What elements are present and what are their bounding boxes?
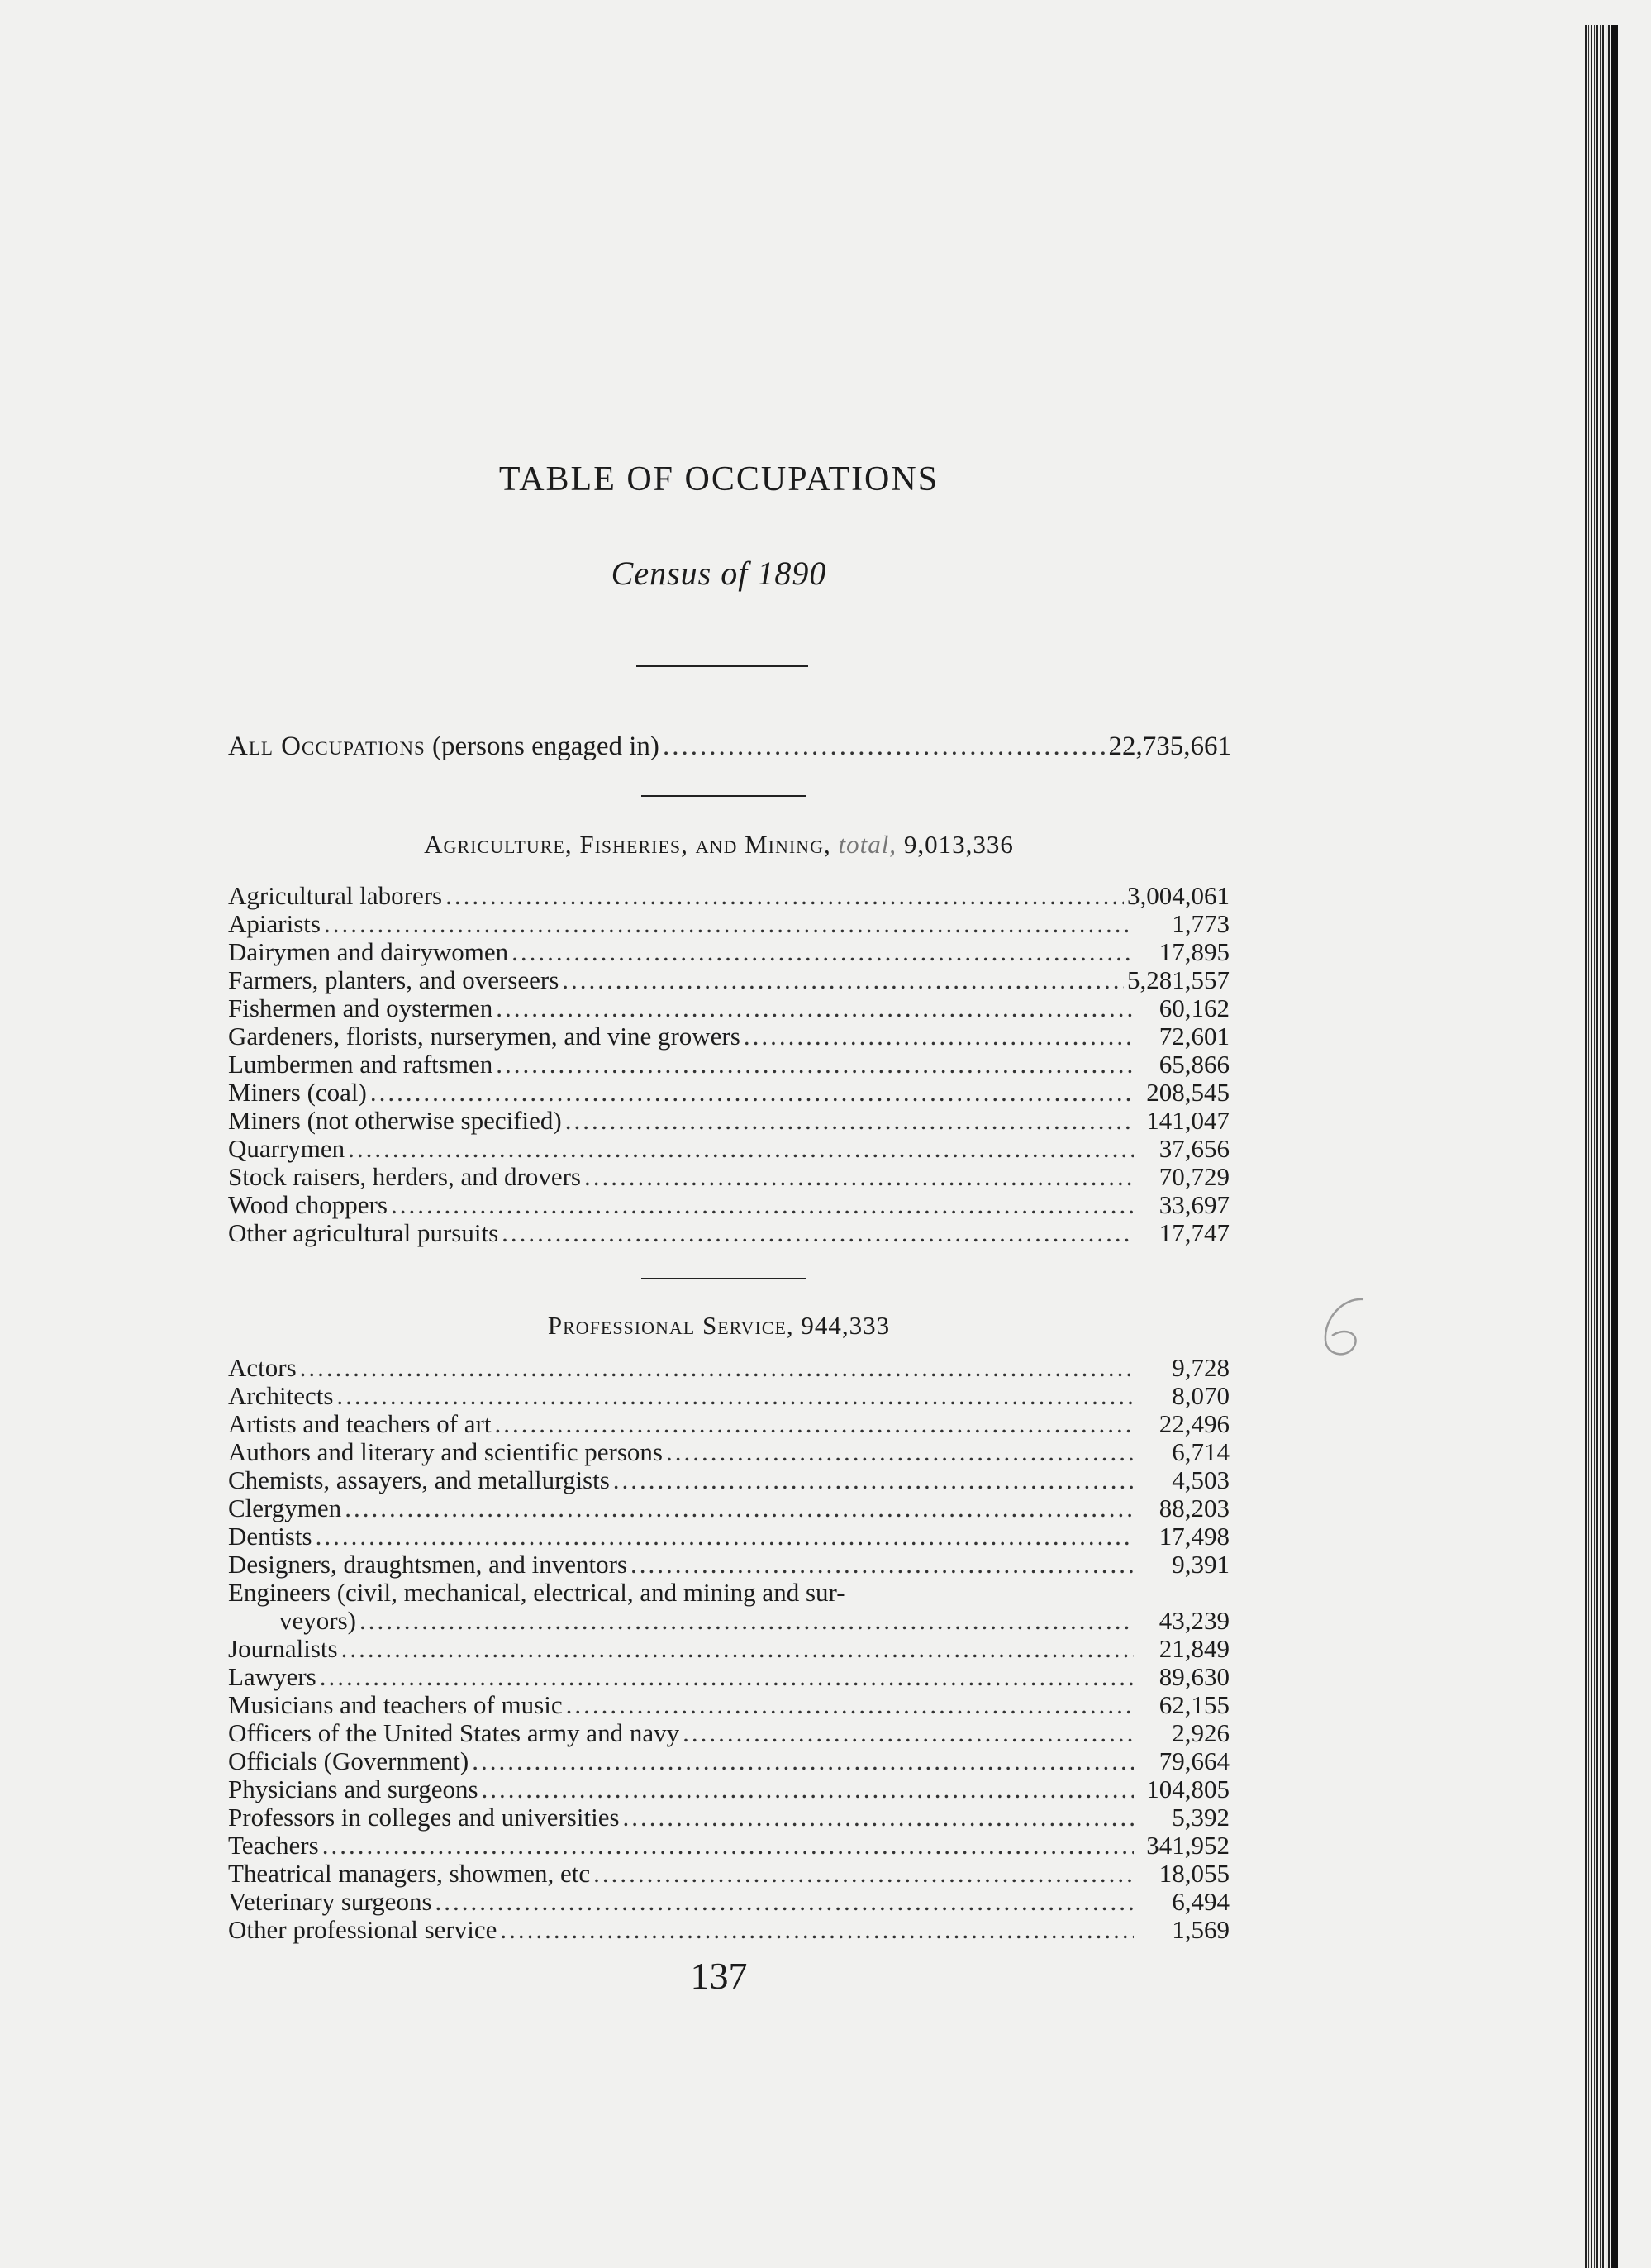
- leader-dots: [565, 1107, 1134, 1135]
- table-row: [228, 1135, 1230, 1163]
- leader-dots: [391, 1191, 1134, 1219]
- table-row: [228, 1382, 1230, 1410]
- leader-dots: [482, 1775, 1134, 1803]
- leader-dots: [348, 1135, 1134, 1163]
- occupation-label: Officers of the United States army and navy: [228, 1718, 680, 1747]
- occupation-count: 21,849: [1159, 1634, 1230, 1663]
- occupation-label: Officials (Government): [228, 1746, 469, 1775]
- table-row: [228, 1494, 1230, 1522]
- table-row: [228, 1719, 1230, 1747]
- section-rule: [641, 1278, 806, 1279]
- leader-dots: [370, 1079, 1134, 1107]
- leader-dots: [666, 1438, 1134, 1466]
- occupation-count: 4,503: [1172, 1465, 1230, 1494]
- occupation-count: 37,656: [1159, 1134, 1230, 1163]
- table-row: [228, 1607, 1230, 1635]
- occupation-label: Wood choppers: [228, 1190, 388, 1219]
- occupation-count: 72,601: [1159, 1022, 1230, 1051]
- leader-dots: [341, 1635, 1134, 1663]
- occupation-label: Actors: [228, 1353, 297, 1382]
- table-row: [228, 1691, 1230, 1719]
- table-row: [228, 1191, 1230, 1219]
- leader-dots: [445, 882, 1124, 910]
- professional-table: [228, 1354, 1230, 1944]
- table-row: [228, 1051, 1230, 1079]
- occupation-count: 17,895: [1159, 937, 1230, 966]
- occupation-label: Journalists: [228, 1634, 338, 1663]
- leader-dots: [316, 1522, 1134, 1551]
- table-row: [228, 994, 1230, 1022]
- leader-dots: [562, 966, 1124, 994]
- table-row: [228, 1747, 1230, 1775]
- table-row: [228, 1663, 1230, 1691]
- occupation-count: 5,392: [1172, 1803, 1230, 1832]
- occupation-label: Physicians and surgeons: [228, 1775, 478, 1803]
- occupation-count: 17,498: [1159, 1522, 1230, 1551]
- table-row: [228, 1522, 1230, 1551]
- all-occupations-line: [228, 732, 1231, 760]
- agriculture-table: [228, 882, 1230, 1247]
- occupation-label: Artists and teachers of art: [228, 1409, 492, 1438]
- occupation-label: veyors): [279, 1606, 356, 1635]
- occupation-label: Quarrymen: [228, 1134, 345, 1163]
- table-row: [228, 1916, 1230, 1944]
- leader-dots: [593, 1860, 1134, 1888]
- section-heading-professional: Professional Service, 944,333: [547, 1311, 891, 1340]
- leader-dots: [584, 1163, 1134, 1191]
- leader-dots: [435, 1888, 1134, 1916]
- leader-dots: [322, 1832, 1134, 1860]
- occupation-count: 8,070: [1172, 1381, 1230, 1410]
- occupation-count: 88,203: [1159, 1494, 1230, 1522]
- occupation-label: Architects: [228, 1381, 334, 1410]
- leader-dots: [744, 1022, 1134, 1051]
- occupation-count: 17,747: [1159, 1218, 1230, 1247]
- page-edge-shadow: [1611, 25, 1618, 2268]
- table-row: [228, 1888, 1230, 1916]
- table-row: [228, 1219, 1230, 1247]
- leader-dots: [613, 1466, 1134, 1494]
- occupation-label: Lumbermen and raftsmen: [228, 1050, 493, 1079]
- leader-dots: [336, 1382, 1134, 1410]
- occupation-count: 5,281,557: [1127, 965, 1230, 994]
- occupation-label: Apiarists: [228, 909, 321, 938]
- occupation-label: Musicians and teachers of music: [228, 1690, 563, 1719]
- table-row: [228, 1410, 1230, 1438]
- table-row: [228, 910, 1230, 938]
- leader-dots: [320, 1663, 1134, 1691]
- title-rule: [636, 665, 808, 667]
- leader-dots: [630, 1551, 1134, 1579]
- table-row: [228, 938, 1230, 966]
- occupation-count: 141,047: [1146, 1106, 1230, 1135]
- leader-dots: [359, 1607, 1134, 1635]
- occupation-label: Miners (coal): [228, 1078, 367, 1107]
- occupation-label: Agricultural laborers: [228, 881, 443, 910]
- leader-dots: [496, 994, 1134, 1022]
- section-rule: [641, 795, 806, 797]
- occupation-label: Dairymen and dairywomen: [228, 937, 509, 966]
- occupation-label: Gardeners, florists, nurserymen, and vine growers: [228, 1022, 740, 1051]
- occupation-label: Stock raisers, herders, and drovers: [228, 1162, 581, 1191]
- table-row: [228, 1635, 1230, 1663]
- table-row: [228, 1079, 1230, 1107]
- occupation-label: Veterinary surgeons: [228, 1887, 432, 1916]
- occupation-count: 208,545: [1146, 1078, 1230, 1107]
- table-row: [228, 1775, 1230, 1803]
- leader-dots: [496, 1051, 1134, 1079]
- occupation-label: Fishermen and oystermen: [228, 993, 493, 1022]
- occupation-label: Lawyers: [228, 1662, 316, 1691]
- leader-dots: [500, 1916, 1134, 1944]
- occupation-label: Other agricultural pursuits: [228, 1218, 499, 1247]
- table-row: [228, 1107, 1230, 1135]
- occupation-count: 62,155: [1159, 1690, 1230, 1719]
- occupation-count: 1,773: [1172, 909, 1230, 938]
- table-row: [228, 1438, 1230, 1466]
- leader-dots: [663, 732, 1106, 760]
- table-row: [228, 1354, 1230, 1382]
- all-occupations-label: All Occupations (persons engaged in): [228, 731, 659, 761]
- leader-dots: [495, 1410, 1135, 1438]
- leader-dots: [566, 1691, 1134, 1719]
- occupation-count: 2,926: [1172, 1718, 1230, 1747]
- table-row: [228, 1579, 1230, 1607]
- leader-dots: [502, 1219, 1134, 1247]
- occupation-count: 1,569: [1172, 1915, 1230, 1944]
- table-row: [228, 1860, 1230, 1888]
- occupation-count: 341,952: [1146, 1831, 1230, 1860]
- occupation-count: 3,004,061: [1127, 881, 1230, 910]
- leader-dots: [623, 1803, 1134, 1832]
- page-number: 137: [690, 1955, 748, 1997]
- occupation-label: Dentists: [228, 1522, 312, 1551]
- table-row: [228, 1803, 1230, 1832]
- occupation-label: Farmers, planters, and overseers: [228, 965, 559, 994]
- page-subtitle: Census of 1890: [611, 555, 827, 592]
- leader-dots: [683, 1719, 1134, 1747]
- occupation-count: 9,391: [1172, 1550, 1230, 1579]
- occupation-label: Authors and literary and scientific persons: [228, 1437, 663, 1466]
- all-occupations-value: 22,735,661: [1108, 731, 1231, 761]
- occupation-count: 6,494: [1172, 1887, 1230, 1916]
- table-row: [228, 1466, 1230, 1494]
- occupation-count: 33,697: [1159, 1190, 1230, 1219]
- table-row: [228, 966, 1230, 994]
- occupation-count: 65,866: [1159, 1050, 1230, 1079]
- occupation-label: Professors in colleges and universities: [228, 1803, 620, 1832]
- table-row: [228, 882, 1230, 910]
- book-binding-edge: [1585, 25, 1610, 2268]
- table-row: [228, 1832, 1230, 1860]
- table-row: [228, 1163, 1230, 1191]
- section-heading-agriculture: Agriculture, Fisheries, and Mining, total, 9,013,336: [424, 830, 1014, 859]
- occupation-label: Designers, draughtsmen, and inventors: [228, 1550, 627, 1579]
- occupation-count: 104,805: [1146, 1775, 1230, 1803]
- pencil-mark-6: [1314, 1289, 1380, 1364]
- leader-dots: [324, 910, 1134, 938]
- leader-dots: [300, 1354, 1134, 1382]
- occupation-count: 9,728: [1172, 1353, 1230, 1382]
- occupation-count: 22,496: [1159, 1409, 1230, 1438]
- occupation-count: 43,239: [1159, 1606, 1230, 1635]
- occupation-count: 60,162: [1159, 993, 1230, 1022]
- leader-dots: [472, 1747, 1134, 1775]
- leader-dots: [511, 938, 1134, 966]
- occupation-label: Chemists, assayers, and metallurgists: [228, 1465, 610, 1494]
- occupation-label: Teachers: [228, 1831, 319, 1860]
- occupation-label: Clergymen: [228, 1494, 342, 1522]
- occupation-label: Miners (not otherwise specified): [228, 1106, 562, 1135]
- occupation-label: Engineers (civil, mechanical, electrical, and mining and sur-: [228, 1578, 845, 1607]
- leader-dots: [345, 1494, 1134, 1522]
- page-title: TABLE OF OCCUPATIONS: [498, 460, 940, 498]
- occupation-label: Other professional service: [228, 1915, 497, 1944]
- occupation-count: 79,664: [1159, 1746, 1230, 1775]
- occupation-count: 89,630: [1159, 1662, 1230, 1691]
- table-row: [228, 1022, 1230, 1051]
- occupation-label: Theatrical managers, showmen, etc: [228, 1859, 591, 1888]
- occupation-count: 18,055: [1159, 1859, 1230, 1888]
- occupation-count: 6,714: [1172, 1437, 1230, 1466]
- table-row: [228, 1551, 1230, 1579]
- occupation-count: 70,729: [1159, 1162, 1230, 1191]
